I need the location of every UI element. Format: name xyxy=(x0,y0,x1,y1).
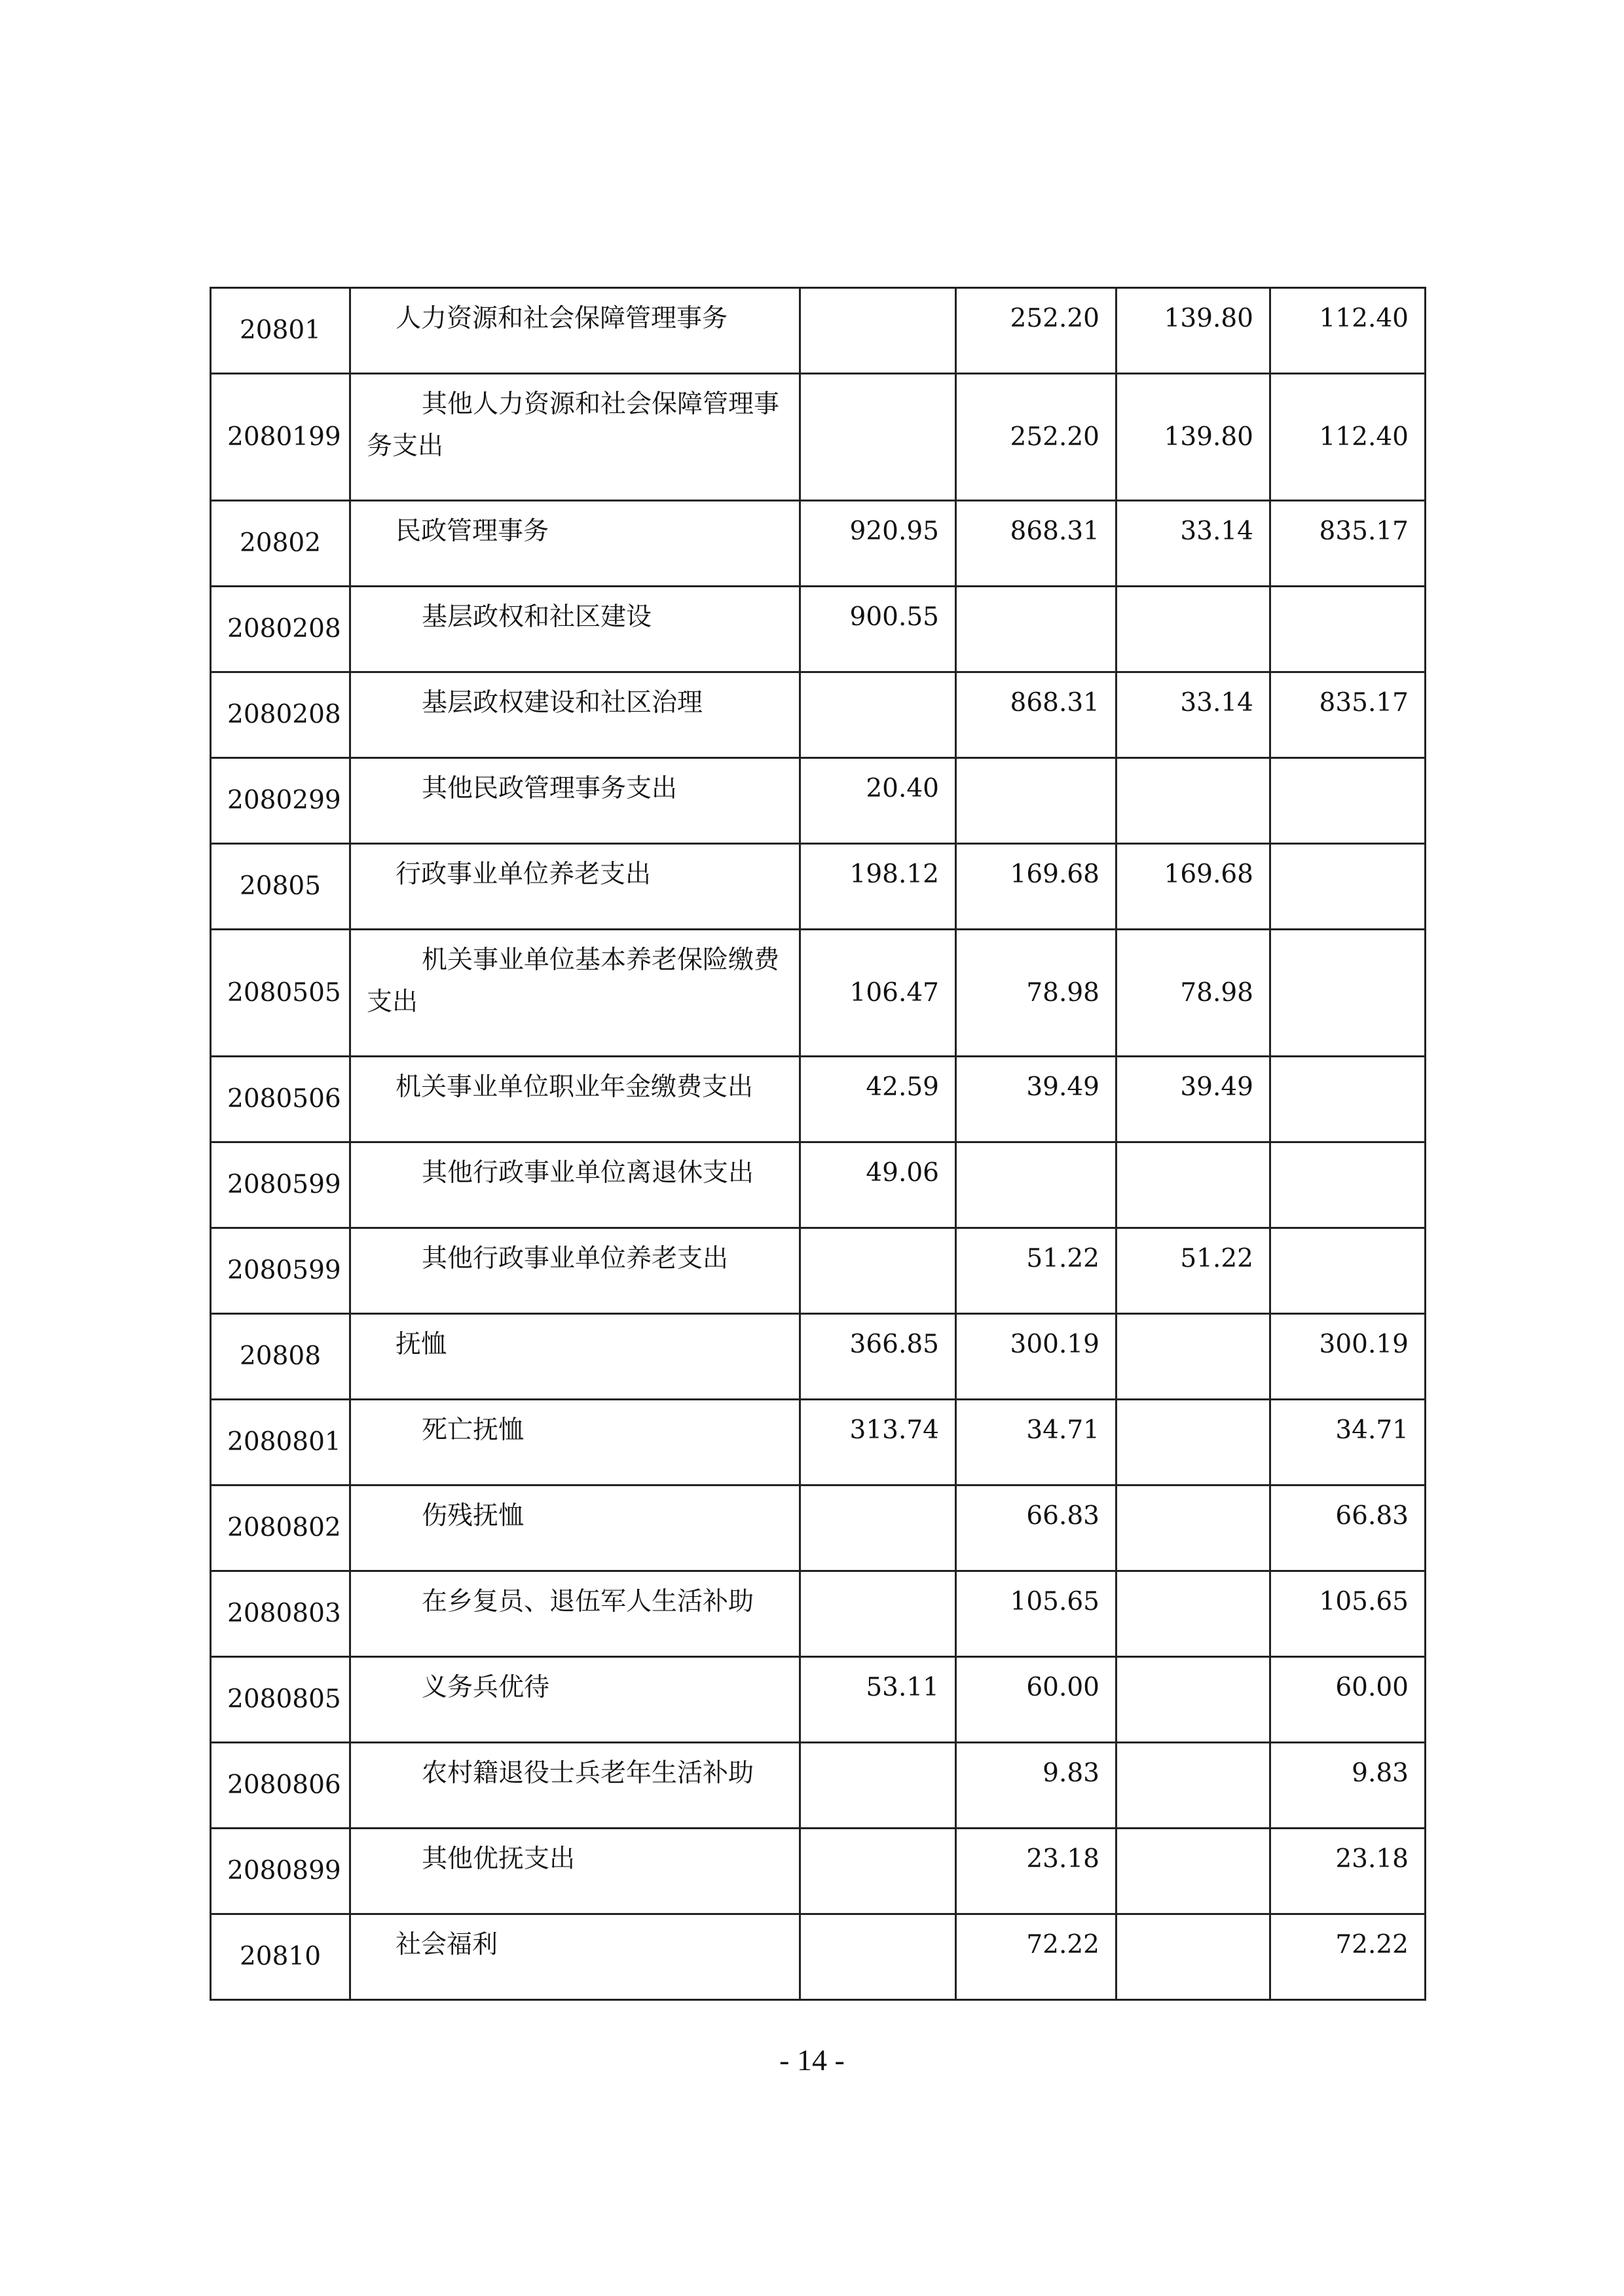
amount-cell xyxy=(1116,758,1270,844)
table-row xyxy=(211,1571,1426,1657)
account-name: 义务兵优待 xyxy=(350,1657,800,1743)
amount-cell xyxy=(956,587,1116,672)
account-name: 机关事业单位职业年金缴费支出 xyxy=(350,1057,800,1142)
amount-cell xyxy=(1116,1485,1270,1571)
account-code: 20802 xyxy=(211,501,350,587)
budget-table xyxy=(210,287,1426,2001)
account-code: 2080803 xyxy=(211,1571,350,1657)
amount-cell xyxy=(1270,930,1426,1057)
amount-cell: 66.83 xyxy=(956,1485,1116,1571)
account-code: 2080208 xyxy=(211,672,350,758)
amount-cell: 60.00 xyxy=(1270,1657,1426,1743)
amount-cell: 139.80 xyxy=(1116,288,1270,374)
amount-cell: 313.74 xyxy=(800,1400,956,1485)
amount-cell: 39.49 xyxy=(1116,1057,1270,1142)
amount-cell: 9.83 xyxy=(1270,1743,1426,1829)
amount-cell xyxy=(1270,844,1426,930)
account-code: 2080802 xyxy=(211,1485,350,1571)
amount-cell: 252.20 xyxy=(956,288,1116,374)
amount-cell xyxy=(1116,1142,1270,1228)
amount-cell: 33.14 xyxy=(1116,501,1270,587)
amount-cell: 9.83 xyxy=(956,1743,1116,1829)
account-code: 20810 xyxy=(211,1914,350,2000)
account-name: 其他优抚支出 xyxy=(350,1829,800,1914)
amount-cell xyxy=(1270,758,1426,844)
account-code: 2080505 xyxy=(211,930,350,1057)
account-name: 其他民政管理事务支出 xyxy=(350,758,800,844)
table-row xyxy=(211,587,1426,672)
amount-cell: 105.65 xyxy=(956,1571,1116,1657)
table-row xyxy=(211,501,1426,587)
table-row xyxy=(211,1400,1426,1485)
account-name: 民政管理事务 xyxy=(350,501,800,587)
amount-cell xyxy=(800,1829,956,1914)
amount-cell: 23.18 xyxy=(956,1829,1116,1914)
account-name: 基层政权建设和社区治理 xyxy=(350,672,800,758)
table-row xyxy=(211,1142,1426,1228)
account-name: 行政事业单位养老支出 xyxy=(350,844,800,930)
table-row xyxy=(211,1657,1426,1743)
table-row xyxy=(211,1829,1426,1914)
amount-cell: 900.55 xyxy=(800,587,956,672)
table-row xyxy=(211,758,1426,844)
amount-cell: 72.22 xyxy=(1270,1914,1426,2000)
amount-cell: 169.68 xyxy=(956,844,1116,930)
account-code: 2080801 xyxy=(211,1400,350,1485)
account-name: 在乡复员、退伍军人生活补助 xyxy=(350,1571,800,1657)
table-row xyxy=(211,1485,1426,1571)
amount-cell xyxy=(1270,1057,1426,1142)
amount-cell: 868.31 xyxy=(956,672,1116,758)
amount-cell xyxy=(956,758,1116,844)
account-name: 社会福利 xyxy=(350,1914,800,2000)
amount-cell: 39.49 xyxy=(956,1057,1116,1142)
amount-cell xyxy=(800,672,956,758)
amount-cell xyxy=(800,1485,956,1571)
table-row xyxy=(211,844,1426,930)
amount-cell: 106.47 xyxy=(800,930,956,1057)
amount-cell xyxy=(1116,1914,1270,2000)
amount-cell: 300.19 xyxy=(1270,1314,1426,1400)
amount-cell: 112.40 xyxy=(1270,288,1426,374)
account-name: 其他行政事业单位养老支出 xyxy=(350,1228,800,1314)
account-name: 伤残抚恤 xyxy=(350,1485,800,1571)
amount-cell xyxy=(800,288,956,374)
amount-cell xyxy=(1116,1657,1270,1743)
table-row xyxy=(211,672,1426,758)
amount-cell: 300.19 xyxy=(956,1314,1116,1400)
amount-cell xyxy=(1270,1142,1426,1228)
amount-cell: 23.18 xyxy=(1270,1829,1426,1914)
amount-cell xyxy=(800,1571,956,1657)
account-code: 2080506 xyxy=(211,1057,350,1142)
amount-cell xyxy=(1116,1829,1270,1914)
account-name: 机关事业单位基本养老保险缴费支出 xyxy=(350,930,800,1057)
page-number: - 14 - xyxy=(779,2043,845,2077)
table-row xyxy=(211,374,1426,501)
amount-cell: 72.22 xyxy=(956,1914,1116,2000)
amount-cell: 66.83 xyxy=(1270,1485,1426,1571)
amount-cell xyxy=(800,1743,956,1829)
amount-cell: 78.98 xyxy=(1116,930,1270,1057)
table-row xyxy=(211,1228,1426,1314)
account-name: 人力资源和社会保障管理事务 xyxy=(350,288,800,374)
account-name: 农村籍退役士兵老年生活补助 xyxy=(350,1743,800,1829)
amount-cell: 169.68 xyxy=(1116,844,1270,930)
account-name: 抚恤 xyxy=(350,1314,800,1400)
amount-cell xyxy=(800,1228,956,1314)
table-row xyxy=(211,1057,1426,1142)
amount-cell xyxy=(956,1142,1116,1228)
amount-cell: 53.11 xyxy=(800,1657,956,1743)
amount-cell: 78.98 xyxy=(956,930,1116,1057)
amount-cell: 34.71 xyxy=(1270,1400,1426,1485)
amount-cell: 51.22 xyxy=(956,1228,1116,1314)
amount-cell: 868.31 xyxy=(956,501,1116,587)
amount-cell: 60.00 xyxy=(956,1657,1116,1743)
amount-cell: 34.71 xyxy=(956,1400,1116,1485)
amount-cell xyxy=(1270,587,1426,672)
table-row xyxy=(211,288,1426,374)
account-name: 其他行政事业单位离退休支出 xyxy=(350,1142,800,1228)
account-code: 2080806 xyxy=(211,1743,350,1829)
table-row xyxy=(211,1314,1426,1400)
amount-cell: 112.40 xyxy=(1270,374,1426,501)
amount-cell: 198.12 xyxy=(800,844,956,930)
amount-cell: 42.59 xyxy=(800,1057,956,1142)
amount-cell: 252.20 xyxy=(956,374,1116,501)
amount-cell xyxy=(1116,1571,1270,1657)
amount-cell: 49.06 xyxy=(800,1142,956,1228)
amount-cell xyxy=(800,374,956,501)
table-row xyxy=(211,1914,1426,2000)
account-code: 2080599 xyxy=(211,1228,350,1314)
account-code: 2080299 xyxy=(211,758,350,844)
amount-cell: 835.17 xyxy=(1270,501,1426,587)
account-code: 20805 xyxy=(211,844,350,930)
account-code: 2080899 xyxy=(211,1829,350,1914)
amount-cell: 139.80 xyxy=(1116,374,1270,501)
account-code: 2080208 xyxy=(211,587,350,672)
account-code: 20808 xyxy=(211,1314,350,1400)
amount-cell: 105.65 xyxy=(1270,1571,1426,1657)
amount-cell xyxy=(1270,1228,1426,1314)
amount-cell xyxy=(1116,1743,1270,1829)
amount-cell xyxy=(1116,1314,1270,1400)
amount-cell: 920.95 xyxy=(800,501,956,587)
account-name: 基层政权和社区建设 xyxy=(350,587,800,672)
amount-cell xyxy=(800,1914,956,2000)
amount-cell: 20.40 xyxy=(800,758,956,844)
amount-cell: 366.85 xyxy=(800,1314,956,1400)
account-name: 死亡抚恤 xyxy=(350,1400,800,1485)
amount-cell: 51.22 xyxy=(1116,1228,1270,1314)
amount-cell xyxy=(1116,1400,1270,1485)
account-code: 2080199 xyxy=(211,374,350,501)
amount-cell xyxy=(1116,587,1270,672)
amount-cell: 33.14 xyxy=(1116,672,1270,758)
table-row xyxy=(211,930,1426,1057)
account-code: 2080599 xyxy=(211,1142,350,1228)
account-code: 2080805 xyxy=(211,1657,350,1743)
table-row xyxy=(211,1743,1426,1829)
account-code: 20801 xyxy=(211,288,350,374)
amount-cell: 835.17 xyxy=(1270,672,1426,758)
account-name: 其他人力资源和社会保障管理事务支出 xyxy=(350,374,800,501)
